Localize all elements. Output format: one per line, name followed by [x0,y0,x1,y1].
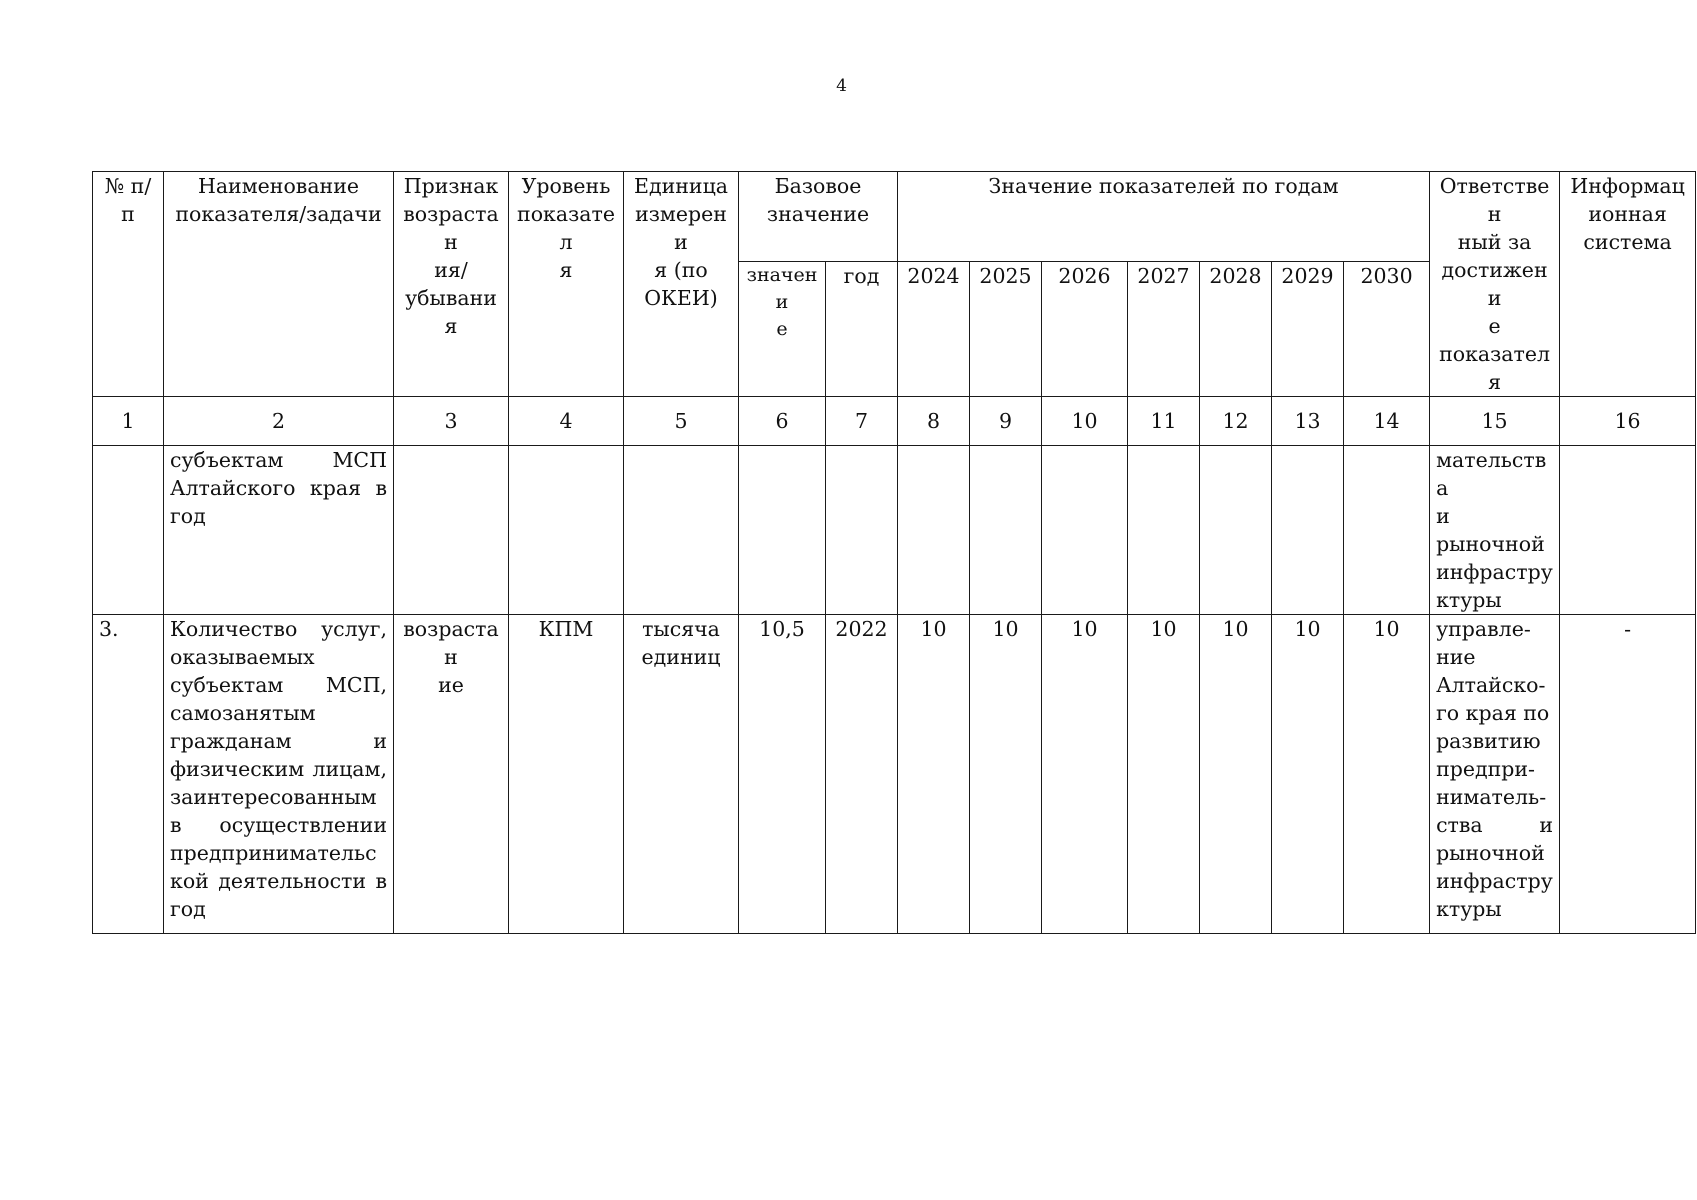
cell-unit [624,446,739,615]
cell-value-2030: 10 [1344,615,1430,934]
text-line: ктуры [1436,588,1502,612]
cell-value-2027: 10 [1128,615,1200,934]
column-number: 14 [1344,397,1430,446]
cell-info-system: - [1560,615,1696,934]
cell-info-system [1560,446,1696,615]
header-year-2025: 2025 [970,262,1042,397]
header-info-system-lines [1566,172,1689,256]
row1-responsible-lines [1436,615,1553,923]
text-line: ия/ [434,258,468,282]
text-line: е [776,318,788,341]
column-number: 5 [624,397,739,446]
text-line: ства и [1436,813,1554,837]
header-base: Базовое значение [739,172,898,262]
text-line: рыночной [1436,841,1545,865]
header-sign-lines [400,172,502,340]
text-line: тысяча [642,617,720,641]
text-line: инфрастру [1436,560,1553,584]
column-number: 8 [898,397,970,446]
cell-responsible [1430,615,1560,934]
text-line: е [1488,314,1501,338]
text-line: возрастан [403,617,499,669]
text-line: система [1583,230,1672,254]
text-line: ионная [1588,202,1667,226]
text-line: я [559,258,573,282]
header-no: № п/п [93,172,164,397]
text-line: значени [746,264,818,314]
column-number: 12 [1200,397,1272,446]
cell-value-2028: 10 [1200,615,1272,934]
row1-sign-lines [400,615,502,699]
column-number: 9 [970,397,1042,446]
text-line: единиц [641,645,721,669]
text-line: Уровень [521,174,611,198]
cell-value-2026: 10 [1042,615,1128,934]
table-row [93,615,1696,934]
cell-value-2026 [1042,446,1128,615]
cell-base-value: 10,5 [739,615,826,934]
text-line: ние [1436,645,1476,669]
text-line: измерени [635,202,727,254]
cell-value-2029: 10 [1272,615,1344,934]
cell-base-value [739,446,826,615]
text-line: возрастан [403,202,499,254]
cell-sign [394,446,509,615]
text-line: убывания [405,286,497,338]
column-number: 13 [1272,397,1344,446]
header-row-1 [93,172,1696,262]
header-sign [394,172,509,397]
text-line: Ответствен [1439,174,1550,226]
text-line: ный за [1457,230,1532,254]
header-name: Наименование показателя/задачи [164,172,394,397]
text-line: ниматель- [1436,785,1547,809]
cell-unit [624,615,739,934]
header-year-2024: 2024 [898,262,970,397]
cell-value-2025 [970,446,1042,615]
table-row [93,446,1696,615]
text-line: мательства [1436,448,1547,500]
row0-responsible-lines [1436,446,1553,614]
header-info-system [1560,172,1696,397]
header-level [509,172,624,397]
text-line: управле- [1436,617,1531,641]
column-number: 10 [1042,397,1128,446]
cell-value-2030 [1344,446,1430,615]
header-base-year: год [826,262,898,397]
cell-base-year [826,446,898,615]
header-year-2030: 2030 [1344,262,1430,397]
text-line: рыночной [1436,532,1545,556]
text-line: показателя [1439,342,1551,394]
header-level-lines [515,172,617,284]
text-line: ктуры [1436,897,1502,921]
header-responsible-lines [1436,172,1553,396]
column-number: 15 [1430,397,1560,446]
cell-no [93,446,164,615]
cell-level [509,446,624,615]
header-base-value [739,262,826,397]
text-line: Информац [1570,174,1685,198]
cell-no: 3. [93,615,164,934]
cell-level: КПМ [509,615,624,934]
text-line: ие [438,673,464,697]
text-line: го края по [1436,701,1550,725]
text-line: развитию [1436,729,1541,753]
column-number: 7 [826,397,898,446]
text-line: я (по [654,258,708,282]
text-line: предпри- [1436,757,1535,781]
cell-value-2027 [1128,446,1200,615]
cell-name: Количество услуг, оказываемых субъектам МСП, самозанятым гражданам и физическим лицам, заинтересованным в осуществлении предпринимательской деятельности в год [164,615,394,934]
text-line: показател [517,202,615,254]
page-number: 4 [836,76,847,96]
cell-value-2024: 10 [898,615,970,934]
column-number: 3 [394,397,509,446]
column-number: 11 [1128,397,1200,446]
cell-value-2029 [1272,446,1344,615]
column-number: 4 [509,397,624,446]
header-year-2029: 2029 [1272,262,1344,397]
column-number: 2 [164,397,394,446]
header-values-by-year: Значение показателей по годам [898,172,1430,262]
cell-value-2024 [898,446,970,615]
header-unit [624,172,739,397]
header-year-2028: 2028 [1200,262,1272,397]
column-number: 6 [739,397,826,446]
text-line: Алтайско- [1436,673,1546,697]
text-line: Единица [634,174,728,198]
header-year-2026: 2026 [1042,262,1128,397]
header-responsible [1430,172,1560,397]
text-line: и [1436,504,1450,528]
header-year-2027: 2027 [1128,262,1200,397]
header-unit-lines [630,172,732,312]
row1-unit-lines [630,615,732,671]
cell-responsible [1430,446,1560,615]
cell-sign [394,615,509,934]
column-number: 1 [93,397,164,446]
text-line: инфрастру [1436,869,1553,893]
header-base-value-lines [741,262,823,343]
indicators-table [92,171,1696,934]
cell-value-2028 [1200,446,1272,615]
cell-value-2025: 10 [970,615,1042,934]
cell-base-year: 2022 [826,615,898,934]
column-numbers-row [93,397,1696,446]
text-line: ОКЕИ) [644,286,718,310]
text-line: Признак [403,174,499,198]
column-number: 16 [1560,397,1696,446]
text-line: достижени [1441,258,1548,310]
cell-name: субъектам МСП Алтайского края в год [164,446,394,615]
